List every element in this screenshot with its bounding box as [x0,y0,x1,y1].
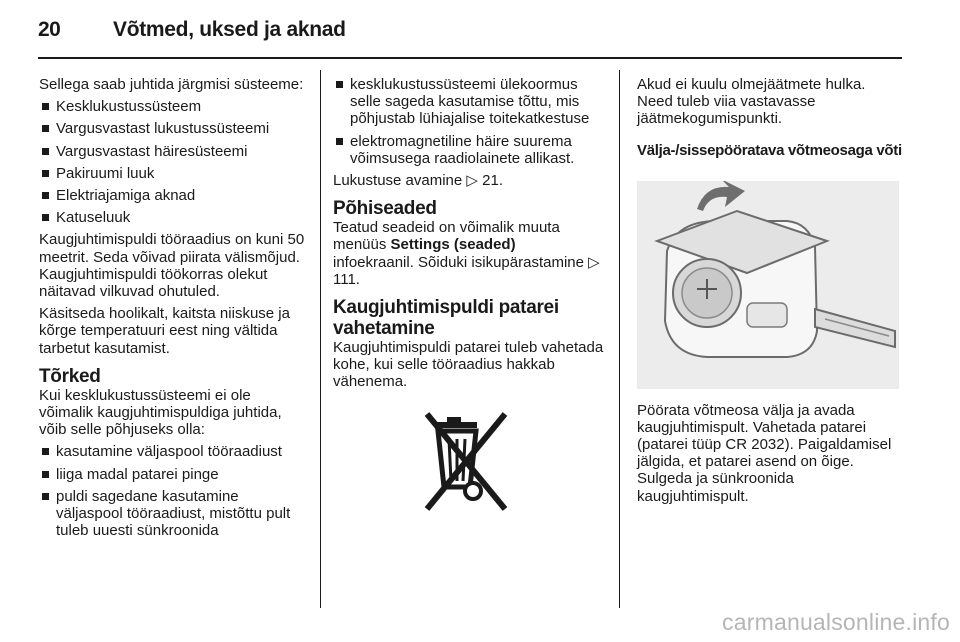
settings-heading: Põhiseaded [333,198,437,220]
settings-text-part: Teatud seadeid on võimalik muuta menüüs [333,219,560,254]
faults-heading: Tõrked [39,365,101,387]
instructions-text: Pöörata võtmeosa välja ja avada kaugjuhtimispult. Vahetada patarei (patarei tüüp CR 2032). Paigaldamisel jälgida, et patarei asend on õige. Sulgeda ja sünkroonida kaugjuhtimispult. [637,401,892,505]
page-header [38,18,902,60]
disposal-text: Akud ei kuulu olmejäätmete hulka. Need tuleb viia vastavasse jäätmekogumispunkti. [637,76,866,128]
list-item: liiga madal patarei pinge [39,466,307,483]
page-number: 20 [38,18,61,41]
settings-page-ref[interactable]: 111. [333,270,360,288]
causes-list [39,443,307,539]
unlock-reference [333,172,605,189]
page-title: Võtmed, uksed ja aknad [113,18,346,41]
column-1 [39,76,307,544]
battery-text: Kaugjuhtimispuldi patarei tuleb vahetada kohe, kui selle tööraadius hakkab vähenema. [333,339,604,391]
column-2 [333,76,605,515]
faults-text: Kui kesklukustussüsteemi ei ole võimalik kaugjuhtimispuldiga juhtida, võib selle põhjuseks olla: [39,386,282,439]
list-item: kasutamine väljaspool tööraadiust [39,443,307,460]
list-item: Kesklukustussüsteem [39,98,307,115]
range-text: Kaugjuhtimispuldi tööraadius on kuni 50 meetrit. Seda võivad piirata välismõjud. Kaugjuhtimispuldi töökorras olekut näitavad vilkuvad ohutuled. [39,231,305,301]
settings-text-part: infoekraanil. Sõiduki isikupärastamine [333,253,584,271]
intro-text: Sellega saab juhtida järgmisi süsteeme: [39,76,304,93]
causes-list-continued [333,76,605,167]
list-item: elektromagnetiline häire suurema võimsusega raadiolainete allikast. [333,133,605,167]
list-item: Vargusvastast häiresüsteemi [39,143,307,160]
list-item: Elektriajamiga aknad [39,187,307,204]
key-battery-illustration [637,181,899,389]
column-3 [637,76,905,510]
unlock-text: Lukustuse avamine [333,172,463,190]
care-text: Käsitseda hoolikalt, kaitsta niiskuse ja kõrge temperatuuri eest ning vältida tarbetut kasutamist. [39,305,290,357]
list-item: kesklukustussüsteemi ülekoormus selle sageda kasutamise tõttu, mis põhjustab lühiajalise toitekatkestuse [333,76,605,128]
list-item: Vargusvastast lukustussüsteemi [39,120,307,137]
list-item: Pakiruumi luuk [39,165,307,182]
column-divider-1 [320,70,321,608]
list-item: Katuseluuk [39,209,307,226]
settings-text [333,219,605,288]
unlock-page-ref[interactable]: 21. [482,172,503,190]
battery-heading: Kaugjuhtimispuldi patarei vahetamine [333,297,559,340]
header-rule [38,57,902,59]
watermark: carmanualsonline.info [722,609,950,635]
systems-list [39,98,307,226]
list-item: puldi sagedane kasutamine väljaspool tööraadiust, mistõttu pult tuleb uuesti sünkroonida [39,488,307,540]
key-heading: Välja-/sissepööratava võtmeosaga võti [637,141,902,159]
crossed-bin-icon [419,411,511,515]
column-divider-2 [619,70,620,608]
settings-menu-name: Settings (seaded) [390,236,516,254]
ref-arrow-icon: ▷ [466,172,478,190]
ref-arrow-icon: ▷ [588,253,600,271]
